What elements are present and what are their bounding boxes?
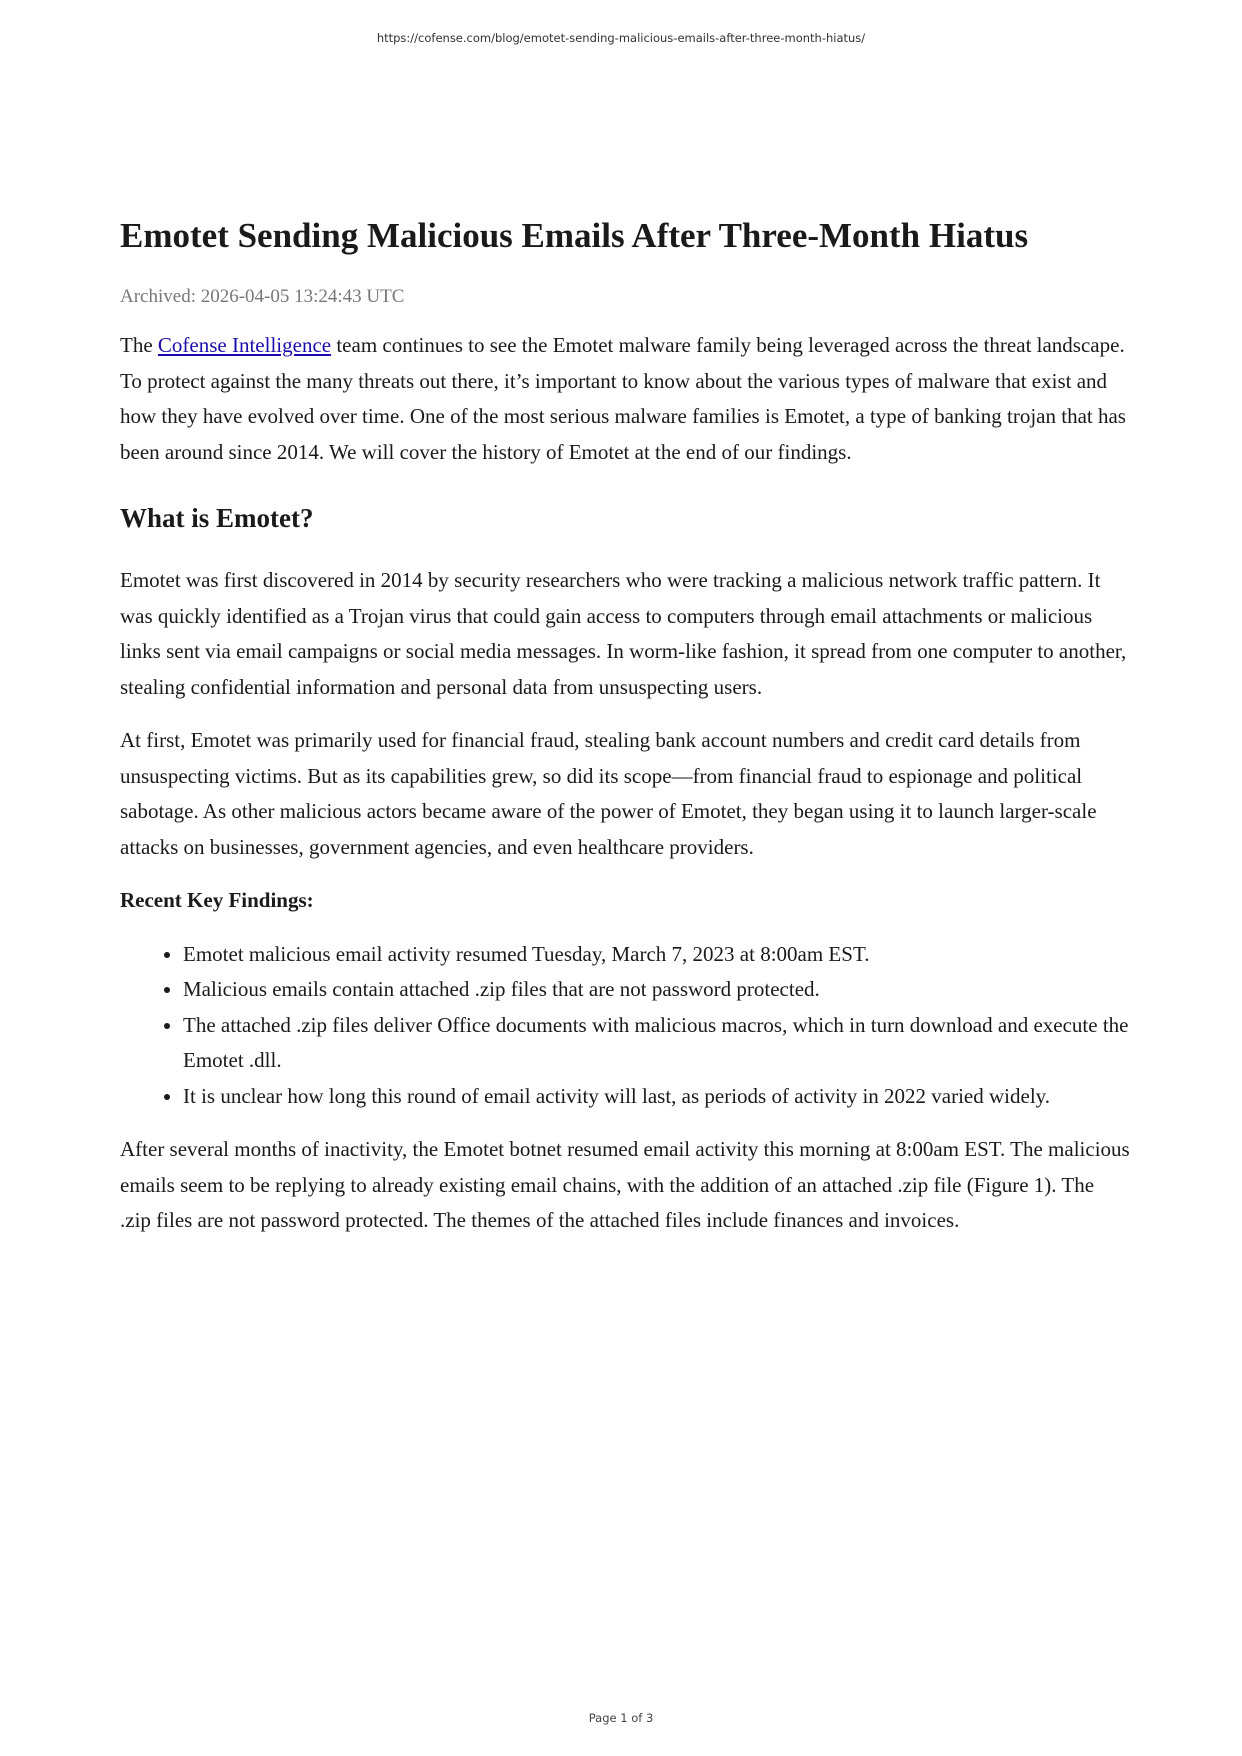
intro-text-start: The: [120, 333, 158, 357]
article: [120, 212, 1130, 1239]
findings-list: [120, 937, 1130, 1115]
list-item: • Malicious emails contain attached .zip files that are not password protected.: [183, 972, 1130, 1008]
findings-heading: Recent Key Findings:: [120, 888, 314, 912]
intro-paragraph: [120, 328, 1130, 470]
body-paragraph-1: Emotet was first discovered in 2014 by security researchers who were tracking a malicious network traffic pattern. It was quickly identified as a Trojan virus that could gain access to computers through email attachments or malicious links sent via email campaigns or social media messages. In worm-like fashion, it spread from one computer to another, stealing confidential information and personal data from unsuspecting users.: [120, 568, 1127, 699]
list-item: • Emotet malicious email activity resumed Tuesday, March 7, 2023 at 8:00am EST.: [183, 937, 1130, 973]
cofense-intelligence-link[interactable]: Cofense Intelligence: [157, 333, 332, 357]
body-paragraph-3: After several months of inactivity, the Emotet botnet resumed email activity this morning at 8:00am EST. The malicious emails seem to be replying to already existing email chains, with the addition of an attached .zip file (Figure 1). The .zip files are not password protected. The themes of the attached files include finances and invoices.: [120, 1137, 1130, 1232]
article-title: Emotet Sending Malicious Emails After Three-Month Hiatus: [120, 216, 1029, 255]
body-paragraph-2: At first, Emotet was primarily used for financial fraud, stealing bank account numbers and credit card details from unsuspecting victims. But as its capabilities grew, so did its scope—from financial fraud to espionage and political sabotage. As other malicious actors became aware of the power of Emotet, they began using it to launch larger-scale attacks on businesses, government agencies, and even healthcare providers.: [120, 728, 1097, 859]
list-item: • It is unclear how long this round of email activity will last, as periods of activity in 2022 varied widely.: [183, 1079, 1130, 1115]
section-heading-what-is-emotet: What is Emotet?: [120, 503, 314, 533]
archived-timestamp: Archived: 2026-04-05 13:24:43 UTC: [120, 286, 405, 307]
page-number: Page 1 of 3: [588, 1711, 654, 1725]
list-item: • The attached .zip files deliver Office documents with malicious macros, which in turn download and execute the Emotet .dll.: [183, 1008, 1130, 1079]
intro-text-rest: team continues to see the Emotet malware family being leveraged across the threat landscape. To protect against the many threats out there, it’s important to know about the various types of malware that exist and how they have evolved over time. One of the most serious malware families is Emotet, a type of banking trojan that has been around since 2014. We will cover the history of Emotet at the end of our findings.: [120, 333, 1126, 464]
page-url-header: https://cofense.com/blog/emotet-sending-malicious-emails-after-three-month-hiatus/: [376, 31, 866, 45]
